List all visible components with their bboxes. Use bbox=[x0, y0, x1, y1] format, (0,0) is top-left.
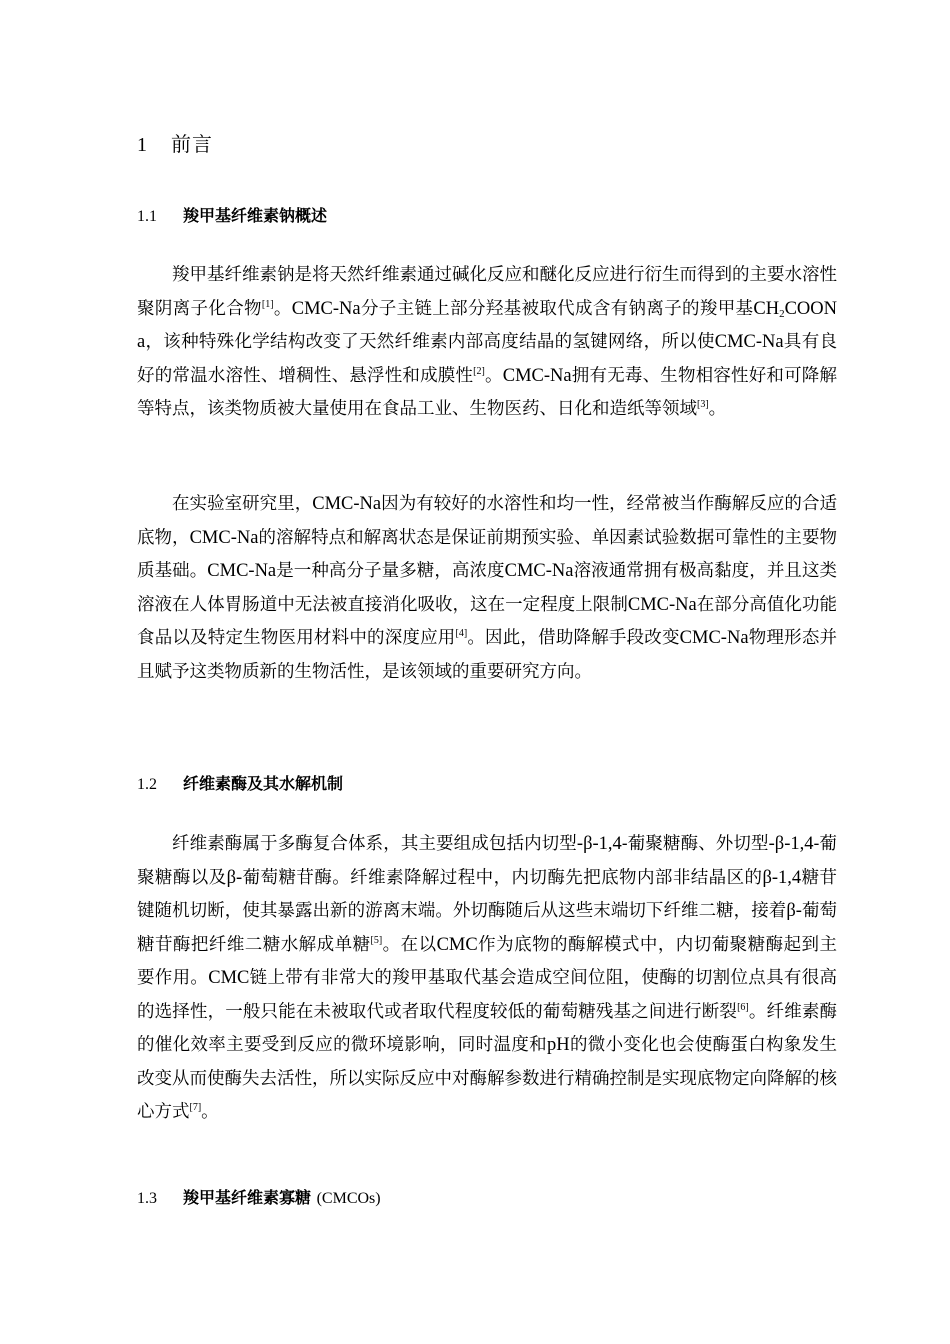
citation: [7] bbox=[189, 1102, 202, 1113]
paragraph-cellulase-mechanism bbox=[137, 828, 837, 1130]
citation: [1] bbox=[261, 298, 274, 310]
text-run: 具有良好的常温水溶性、增稠性、悬浮性和成膜性 bbox=[137, 332, 838, 386]
chapter-title: 前言 bbox=[171, 132, 213, 156]
text-run: CMC-Na bbox=[312, 494, 382, 514]
text-run: 溶液通常拥有极高黏度，并且这类溶液在人体胃肠道中无法被直接消化吸收，这在一定程度上限制 bbox=[137, 561, 838, 615]
paragraph-cmc-na-lab-use bbox=[137, 488, 837, 689]
text-run: 的溶解特点和解离状态是保证前期预实验、单因素试验数据可靠性的主要物质基础。 bbox=[137, 527, 837, 581]
text-run: CMC-Na bbox=[714, 332, 784, 352]
text-run: 因为有较好的水溶性和均一性，经常被当作酶解反应的合适底物， bbox=[137, 494, 837, 548]
text-run: β- bbox=[786, 901, 802, 921]
text-run: 链上带有非常大的羧甲基取代基会造成空间位阻，使酶的切割位点具有很高的选择性，一般只能在未被取代或者取代程度较低的葡萄糖残基之间进行断裂 bbox=[137, 968, 838, 1022]
text-run: 纤维素酶属于多酶复合体系，其主要组成包括内切型 bbox=[172, 834, 577, 854]
text-run: CMC bbox=[436, 934, 478, 955]
text-run: CMC-Na bbox=[504, 561, 574, 581]
text-run: β- bbox=[226, 867, 243, 888]
text-run: CMC-Na bbox=[679, 628, 749, 648]
text-run: CMC-Na bbox=[207, 561, 277, 581]
text-run: 。 bbox=[708, 399, 727, 419]
text-run: -葡聚糖酶、外切型 bbox=[621, 834, 769, 854]
text-run: 。 bbox=[273, 298, 292, 319]
text-run: CMC-Na bbox=[189, 527, 259, 548]
formula-ch: CH bbox=[753, 298, 780, 319]
section-number: 1.3 bbox=[137, 1190, 157, 1207]
text-run: 葡萄糖苷酶。纤维素降解过程中，内切酶先把底物内部非结晶区的 bbox=[242, 867, 763, 888]
text-run: 在部分高值化功能食品以及特定生物医用材料中的深度应用 bbox=[137, 594, 837, 648]
text-run: 的微小变化也会使酶蛋白构象发生改变从而使酶失去活性，所以实际反应中对酶解参数进行精确控制是实现底物定向降解的核心方式 bbox=[137, 1035, 838, 1122]
text-run: β-1,4 bbox=[762, 867, 802, 888]
citation: [4] bbox=[455, 628, 468, 639]
chapter-number: 1 bbox=[137, 134, 148, 156]
text-run: 。 bbox=[484, 365, 503, 386]
text-run: 。 bbox=[201, 1102, 219, 1122]
section-number: 1.2 bbox=[137, 776, 157, 793]
citation: [5] bbox=[370, 934, 383, 946]
section-title: 纤维素酶及其水解机制 bbox=[183, 774, 344, 793]
section-heading-1-2 bbox=[137, 771, 343, 794]
text-run: 。在以 bbox=[382, 934, 437, 955]
citation: [2] bbox=[473, 365, 485, 377]
text-run: 。纤维素酶的催化效率主要受到反应的微环境影响，同时温度和 bbox=[137, 1001, 837, 1055]
text-run: 分子主链上部分羟基被取代成含有钠离子的羧甲基 bbox=[360, 298, 754, 319]
text-run: -葡聚糖酶以及 bbox=[137, 834, 838, 888]
section-heading-1-1 bbox=[137, 203, 327, 226]
citation: [6] bbox=[737, 1001, 749, 1013]
text-run: 作为底物的酶解模式中，内切葡聚糖酶起到主要作用。 bbox=[137, 934, 838, 988]
text-run: CMC-Na bbox=[627, 594, 697, 615]
text-run: 在实验室研究里， bbox=[172, 494, 313, 514]
section-title-abbreviation: (CMCOs) bbox=[316, 1190, 381, 1207]
section-title: 羧甲基纤维素钠概述 bbox=[183, 206, 328, 225]
formula-subscript: 2 bbox=[779, 307, 785, 320]
text-run: pH bbox=[547, 1035, 570, 1055]
text-run: 是一种高分子量多糖，高浓度 bbox=[276, 561, 505, 581]
text-run: 糖苷键随机切断，使其暴露出新的游离末端。外切酶随后从这些末端切下纤维二糖，接着 bbox=[137, 867, 838, 921]
formula-coona: COONa bbox=[137, 298, 838, 352]
text-run: -β-1,4 bbox=[576, 834, 622, 854]
text-run: CMC-Na bbox=[291, 298, 361, 319]
text-run: 葡萄糖苷酶把纤维二糖水解成单糖 bbox=[137, 901, 838, 955]
section-heading-1-3 bbox=[137, 1185, 381, 1208]
text-run: 拥有无毒、生物相容性好和可降解等特点，该类物质被大量使用在食品工业、生物医药、日化和造纸等领域 bbox=[137, 365, 838, 419]
text-run: 。因此，借助降解手段改变 bbox=[467, 628, 680, 648]
citation: [3] bbox=[697, 399, 709, 410]
chapter-heading bbox=[137, 128, 213, 157]
text-run: CMC bbox=[208, 968, 250, 988]
section-number: 1.1 bbox=[137, 208, 157, 225]
text-run: ，该种特殊化学结构改变了天然纤维素内部高度结晶的氢键网络，所以使 bbox=[145, 332, 715, 352]
text-run: -β-1,4 bbox=[768, 834, 814, 854]
section-title: 羧甲基纤维素寡糖 bbox=[183, 1188, 312, 1207]
text-run: 羧甲基纤维素钠是将天然纤维素通过碱化反应和醚化反应进行衍生而得到的主要水溶性聚阴离子化合物 bbox=[137, 265, 837, 319]
text-run: CMC-Na bbox=[502, 365, 572, 386]
paragraph-cmc-na-overview bbox=[137, 259, 837, 427]
text-run: 物理形态并且赋予这类物质新的生物活性，是该领域的重要研究方向。 bbox=[137, 628, 838, 682]
